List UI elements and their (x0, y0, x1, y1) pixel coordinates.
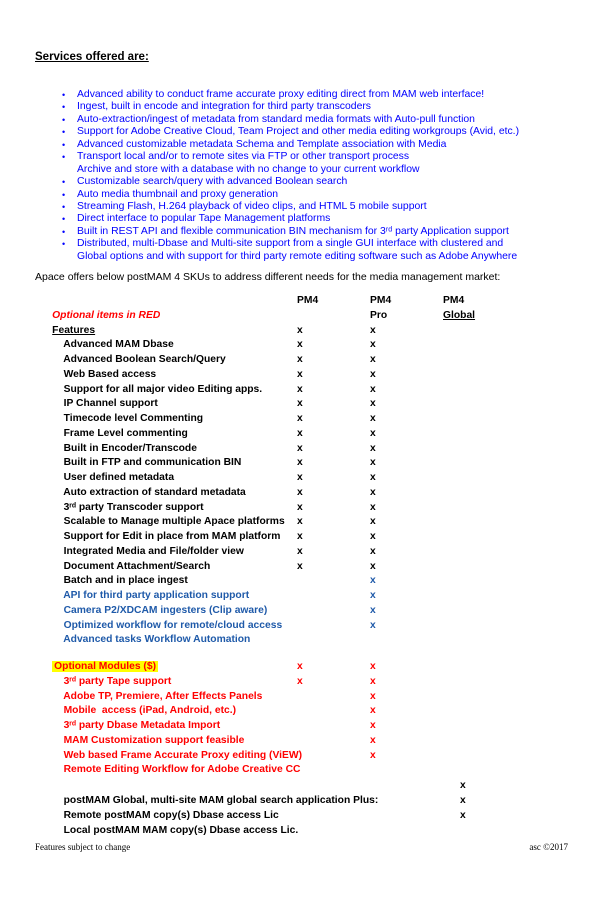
mark-pro: x (370, 590, 376, 601)
mark-pm4: x (297, 442, 303, 454)
mark-pro: x (370, 690, 376, 702)
mark-pro: x (370, 545, 376, 557)
bullet-text: Advanced customizable metadata Schema and Template association with Media (77, 138, 447, 150)
global-license-rows (35, 779, 575, 836)
mark-pm4: x (297, 457, 303, 469)
list-item (62, 213, 519, 225)
row-label: Advanced Boolean Search/Query (63, 354, 226, 365)
footer-left-text: Features subject to change (35, 842, 131, 852)
list-item (62, 126, 519, 138)
mark-pm4: x (297, 545, 303, 557)
mark-global: x (460, 795, 466, 806)
table-row (35, 368, 575, 395)
table-row (35, 619, 575, 646)
mark-pro: x (370, 604, 376, 616)
table-row (35, 809, 575, 836)
bullet-icon: • (62, 189, 66, 200)
bullet-icon: • (62, 226, 66, 237)
row-label: 3ʳᵈ party Transcoder support (63, 501, 204, 513)
mark-pro: x (370, 575, 376, 587)
bullet-text: Auto-extraction/ingest of metadata from standard media formats with Auto-pull function (77, 113, 475, 125)
bullet-icon: • (62, 239, 66, 250)
features-header: Features (52, 324, 96, 336)
page-title: Services offered are: (35, 51, 149, 63)
list-item (62, 189, 519, 201)
optional-items-note: Optional items in RED (52, 309, 161, 321)
mark-pm4: x (297, 398, 303, 410)
bullet-text: Advanced ability to conduct frame accurate proxy editing direct from MAM web interface! (77, 89, 485, 100)
mark-pro: x (370, 413, 376, 424)
mark-pro: x (370, 472, 376, 483)
table-row (35, 749, 575, 776)
row-label: Advanced MAM Dbase (63, 339, 174, 351)
mark-pro: x (370, 457, 376, 469)
table-row (35, 397, 575, 424)
row-label: Timecode level Commenting (63, 413, 204, 424)
mark-pro: x (370, 442, 376, 454)
row-label: Advanced tasks Workflow Automation (63, 634, 251, 646)
mark-pro: x (370, 619, 376, 631)
row-label: postMAM Global, multi-site MAM global search application Plus: (63, 795, 379, 806)
row-label: Remote Editing Workflow for Adobe Creative CC (63, 764, 301, 776)
table-row (35, 530, 575, 557)
row-label: Built in Encoder/Transcode (63, 442, 197, 454)
row-label: Mobile access (iPad, Android, etc.) (63, 705, 237, 717)
table-row (35, 324, 575, 351)
table-row (35, 501, 575, 528)
mark-global: x (460, 809, 466, 821)
bullet-icon: • (62, 152, 66, 163)
mark-pm4: x (297, 472, 303, 483)
bullet-text: Archive and store with a database with no change to your current workflow (77, 163, 420, 175)
list-item (62, 238, 519, 250)
table-row (35, 794, 575, 821)
bullet-text: Customizable search/query with advanced Boolean search (77, 176, 348, 188)
column-header-pm4-global: PM4 (443, 295, 465, 306)
row-label: Support for Edit in place from MAM platform (63, 531, 281, 542)
list-item (62, 164, 519, 176)
mark-pm4: x (297, 675, 303, 687)
table-row (35, 660, 575, 687)
bullet-icon: • (62, 214, 66, 225)
table-row (35, 779, 575, 806)
row-label: Support for all major video Editing apps. (63, 383, 263, 395)
list-item (62, 89, 519, 101)
feature-rows (35, 324, 575, 646)
services-bullet-list (62, 89, 519, 263)
row-label: 3ʳᵈ party Dbase Metadata Import (63, 720, 221, 731)
mark-pm4: x (297, 324, 303, 336)
list-item (62, 201, 519, 213)
column-header-pm4: PM4 (297, 295, 319, 306)
row-label: Remote postMAM copy(s) Dbase access Lic (63, 809, 279, 821)
mark-pro: x (370, 675, 376, 687)
row-label: MAM Customization support feasible (63, 734, 245, 746)
table-row (35, 560, 575, 587)
bullet-icon: • (62, 114, 66, 125)
row-label: IP Channel support (63, 398, 158, 410)
row-label: Batch and in place ingest (63, 575, 188, 587)
mark-pm4: x (297, 354, 303, 365)
column-header-pm4-pro: PM4 (370, 295, 392, 306)
mark-pro: x (370, 516, 376, 528)
mark-pro: x (370, 383, 376, 395)
mark-pro: x (370, 531, 376, 542)
bullet-icon: • (62, 201, 66, 212)
row-label: Built in FTP and communication BIN (63, 457, 242, 469)
bullet-icon: • (62, 102, 66, 113)
mark-pm4: x (297, 339, 303, 351)
intro-paragraph: Apace offers below postMAM 4 SKUs to address different needs for the media management market: (35, 271, 501, 283)
mark-pm4: x (297, 486, 303, 498)
footer-right-text: asc ©2017 (529, 842, 568, 852)
table-row (35, 589, 575, 616)
table-row (35, 383, 575, 410)
mark-pm4: x (297, 516, 303, 528)
table-row (35, 690, 575, 717)
optional-module-rows (35, 660, 575, 776)
mark-pm4: x (297, 560, 303, 572)
row-label: Web based Frame Accurate Proxy editing (ViEW) (63, 749, 303, 761)
mark-pm4: x (297, 501, 303, 513)
row-label: 3ʳᵈ party Tape support (63, 675, 172, 687)
table-row (35, 456, 575, 483)
row-label: Local postMAM MAM copy(s) Dbase access Lic. (63, 824, 299, 836)
bullet-text: Auto media thumbnail and proxy generation (77, 188, 279, 200)
row-label: API for third party application support (63, 590, 250, 601)
table-row (35, 704, 575, 731)
table-row (35, 675, 575, 702)
bullet-text: Distributed, multi-Dbase and Multi-site support from a single GUI interface with clustered and (77, 238, 504, 250)
footer (35, 842, 568, 852)
mark-pro: x (370, 720, 376, 731)
mark-pro: x (370, 749, 376, 761)
bullet-icon: • (62, 139, 66, 150)
table-row (35, 545, 575, 572)
bullet-text: Direct interface to popular Tape Management platforms (77, 213, 331, 225)
mark-pro: x (370, 661, 376, 672)
mark-pm4: x (297, 413, 303, 424)
sku-table (35, 294, 575, 836)
bullet-text: Streaming Flash, H.264 playback of video clips, and HTML 5 mobile support (77, 200, 427, 212)
row-label: Frame Level commenting (63, 427, 188, 439)
table-row (35, 412, 575, 439)
table-row (35, 338, 575, 365)
mark-pro: x (370, 339, 376, 351)
mark-pro: x (370, 734, 376, 746)
mark-pm4: x (297, 531, 303, 542)
bullet-icon: • (62, 127, 66, 138)
global-sublabel: Global (443, 309, 476, 321)
optional-modules-header-row (35, 645, 575, 672)
row-label: Integrated Media and File/folder view (63, 545, 244, 557)
list-item (62, 226, 519, 238)
mark-pm4: x (297, 383, 303, 395)
mark-pro: x (370, 560, 376, 572)
list-item (62, 101, 519, 113)
list-item (62, 176, 519, 188)
list-item (62, 114, 519, 126)
mark-pro: x (370, 354, 376, 365)
row-label: Camera P2/XDCAM ingesters (Clip aware) (63, 604, 268, 616)
row-label: Scalable to Manage multiple Apace platforms (63, 516, 285, 528)
mark-pm4: x (297, 661, 303, 672)
table-row (35, 719, 575, 746)
list-item (62, 151, 519, 163)
row-label: Document Attachment/Search (63, 560, 211, 572)
table-row (35, 427, 575, 454)
mark-pro: x (370, 486, 376, 498)
mark-global: x (460, 780, 466, 792)
row-label: Auto extraction of standard metadata (63, 486, 246, 498)
mark-pro: x (370, 705, 376, 717)
row-label: Web Based access (63, 368, 157, 380)
mark-pro: x (370, 324, 376, 336)
table-row (35, 442, 575, 469)
table-row (35, 734, 575, 761)
table-row (35, 604, 575, 631)
optional-modules-header: Optional Modules ($) (54, 661, 156, 672)
table-row (35, 515, 575, 542)
mark-pm4: x (297, 427, 303, 439)
bullet-text: Support for Adobe Creative Cloud, Team Project and other media editing workgroups (Avid, etc.) (77, 126, 520, 138)
table-row (35, 471, 575, 498)
mark-pm4: x (297, 368, 303, 380)
mark-pro: x (370, 398, 376, 410)
bullet-text: Ingest, built in encode and integration for third party transcoders (77, 101, 371, 113)
bullet-text: Transport local and/or to remote sites via FTP or other transport process (77, 151, 410, 163)
table-row (35, 486, 575, 513)
list-item (62, 139, 519, 151)
mark-pro: x (370, 501, 376, 513)
bullet-text: Global options and with support for third party remote editing software such as Adobe Anywhere (77, 250, 518, 262)
bullet-icon: • (62, 177, 66, 188)
pro-sublabel: Pro (370, 309, 388, 321)
row-label: Adobe TP, Premiere, After Effects Panels (63, 690, 263, 702)
table-row (35, 574, 575, 601)
bullet-text: Built in REST API and flexible communication BIN mechanism for 3ʳᵈ party Application support (77, 225, 509, 237)
mark-pro: x (370, 368, 376, 380)
table-row (35, 353, 575, 380)
list-item (62, 251, 519, 263)
mark-pro: x (370, 427, 376, 439)
row-label: User defined metadata (63, 472, 175, 483)
table-header-row-2 (35, 309, 575, 336)
bullet-icon: • (62, 90, 66, 100)
row-label: Optimized workflow for remote/cloud access (63, 619, 283, 631)
